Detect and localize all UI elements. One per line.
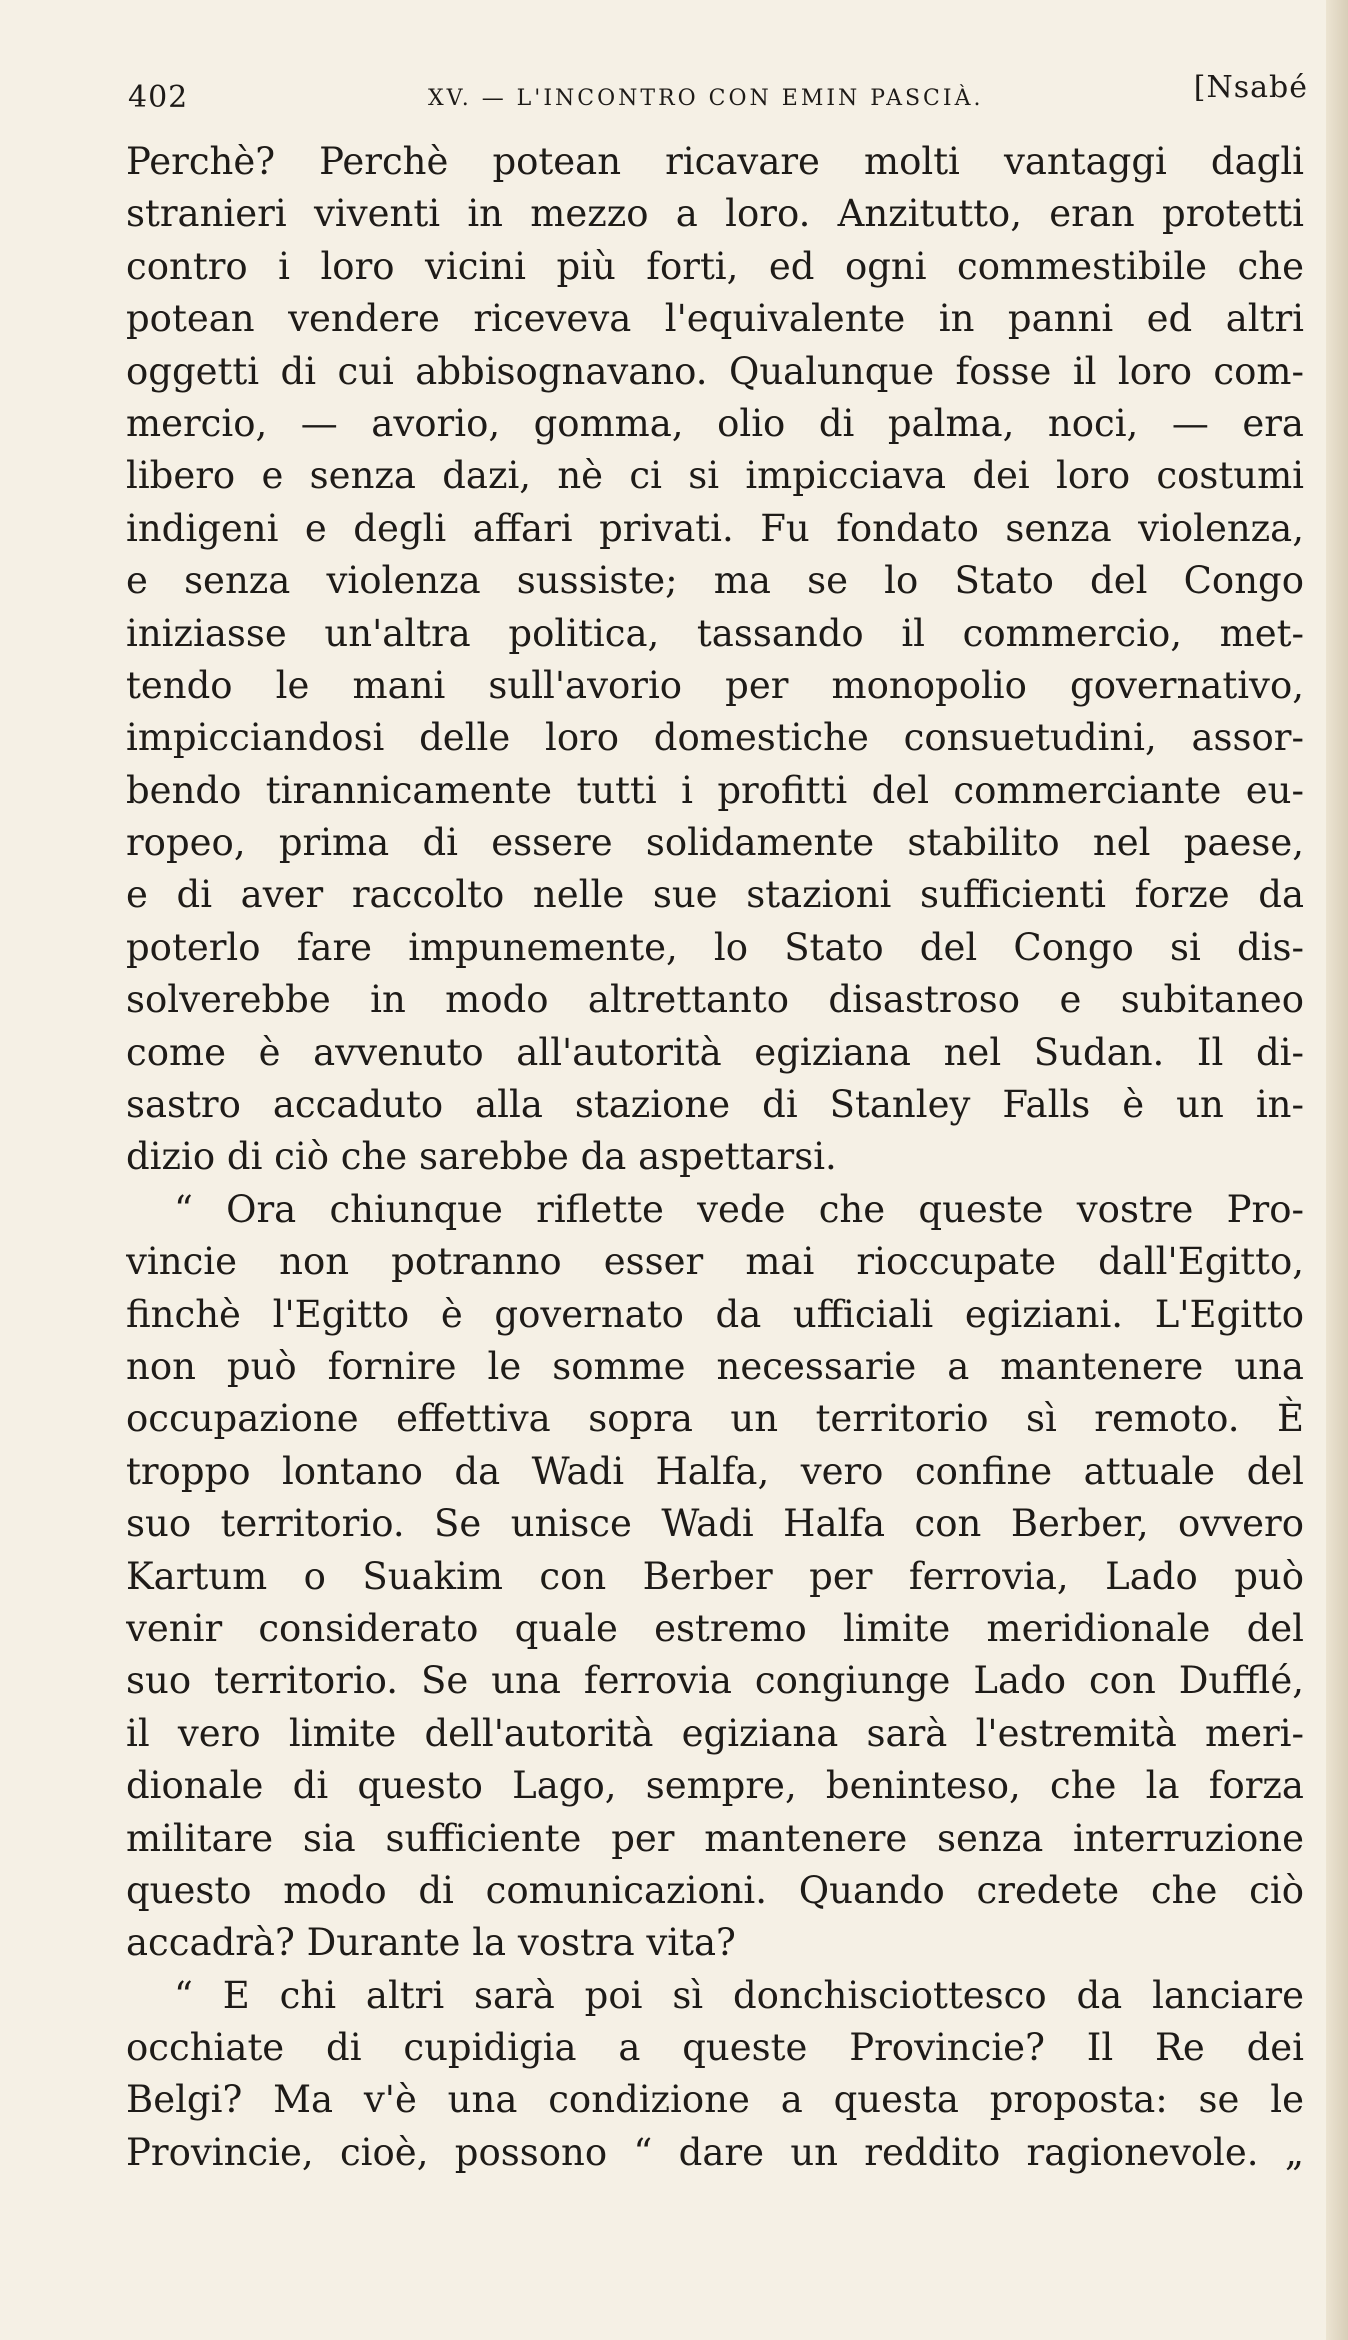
text-line: stranieri viventi in mezzo a loro. Anzitutto, eran protetti: [126, 192, 1304, 236]
text-line: militare sia sufficiente per mantenere senza interruzione: [126, 1816, 1304, 1860]
text-line: ropeo, prima di essere solidamente stabilito nel paese,: [126, 821, 1304, 865]
text-line: e senza violenza sussiste; ma se lo Stato del Congo: [126, 559, 1304, 603]
chapter-title: XV. — L'INCONTRO CON EMIN PASCIÀ.: [428, 86, 984, 111]
text-line: il vero limite dell'autorità egiziana sarà l'estremità meri-: [126, 1711, 1304, 1755]
text-line: accadrà? Durante la vostra vita?: [126, 1921, 736, 1965]
text-line: suo territorio. Se una ferrovia congiunge Lado con Dufflé,: [126, 1659, 1304, 1703]
running-head: [128, 70, 1308, 122]
text-line: libero e senza dazi, nè ci si impicciava dei loro costumi: [126, 454, 1304, 498]
text-line: finchè l'Egitto è governato da ufficiali egiziani. L'Egitto: [126, 1292, 1304, 1336]
text-line: occupazione effettiva sopra un territorio sì remoto. È: [126, 1397, 1304, 1441]
page-number: 402: [128, 80, 189, 115]
text-line: “ Ora chiunque riflette vede che queste vostre Pro-: [174, 1187, 1304, 1231]
text-line: indigeni e degli affari privati. Fu fondato senza violenza,: [126, 506, 1304, 550]
text-line: tendo le mani sull'avorio per monopolio governativo,: [126, 663, 1304, 707]
text-line: “ E chi altri sarà poi sì donchisciottesco da lanciare: [174, 1973, 1304, 2017]
text-line: venir considerato quale estremo limite meridionale del: [126, 1606, 1304, 1650]
text-line: oggetti di cui abbisognavano. Qualunque fosse il loro com-: [126, 349, 1304, 393]
text-line: troppo lontano da Wadi Halfa, vero confine attuale del: [126, 1449, 1304, 1493]
text-line: suo territorio. Se unisce Wadi Halfa con Berber, ovvero: [126, 1502, 1304, 1546]
text-line: vincie non potranno esser mai rioccupate dall'Egitto,: [126, 1240, 1304, 1284]
text-line: come è avvenuto all'autorità egiziana nel Sudan. Il di-: [126, 1030, 1304, 1074]
page-edge: [1326, 0, 1348, 2340]
text-line: sastro accaduto alla stazione di Stanley Falls è un in-: [126, 1083, 1304, 1127]
text-line: Kartum o Suakim con Berber per ferrovia, Lado può: [126, 1554, 1304, 1598]
text-line: Belgi? Ma v'è una condizione a questa proposta: se le: [126, 2078, 1304, 2122]
body-text: [126, 136, 1304, 2179]
text-line: poterlo fare impunemente, lo Stato del Congo si dis-: [126, 925, 1304, 969]
text-line: contro i loro vicini più forti, ed ogni commestibile che: [126, 244, 1304, 288]
text-line: iniziasse un'altra politica, tassando il commercio, met-: [126, 611, 1304, 655]
text-line: Perchè? Perchè potean ricavare molti vantaggi dagli: [126, 140, 1304, 183]
text-line: occhiate di cupidigia a queste Provincie? Il Re dei: [126, 2026, 1304, 2070]
text-line: mercio, — avorio, gomma, olio di palma, noci, — era: [126, 401, 1304, 445]
text-line: impicciandosi delle loro domestiche consuetudini, assor-: [126, 716, 1304, 760]
text-line: potean vendere riceveva l'equivalente in panni ed altri: [126, 297, 1304, 341]
text-line: solverebbe in modo altrettanto disastroso e subitaneo: [126, 978, 1304, 1022]
text-line: bendo tirannicamente tutti i profitti del commerciante eu-: [126, 768, 1304, 812]
section-mark: [Nsabé: [1193, 70, 1308, 105]
text-line: dizio di ciò che sarebbe da aspettarsi.: [126, 1135, 837, 1179]
text-line: e di aver raccolto nelle sue stazioni sufficienti forze da: [126, 873, 1304, 917]
text-line: Provincie, cioè, possono “ dare un reddito ragionevole. „: [126, 2130, 1304, 2174]
text-line: questo modo di comunicazioni. Quando credete che ciò: [126, 1868, 1304, 1912]
text-line: non può fornire le somme necessarie a mantenere una: [126, 1344, 1304, 1388]
text-line: dionale di questo Lago, sempre, beninteso, che la forza: [126, 1764, 1304, 1808]
